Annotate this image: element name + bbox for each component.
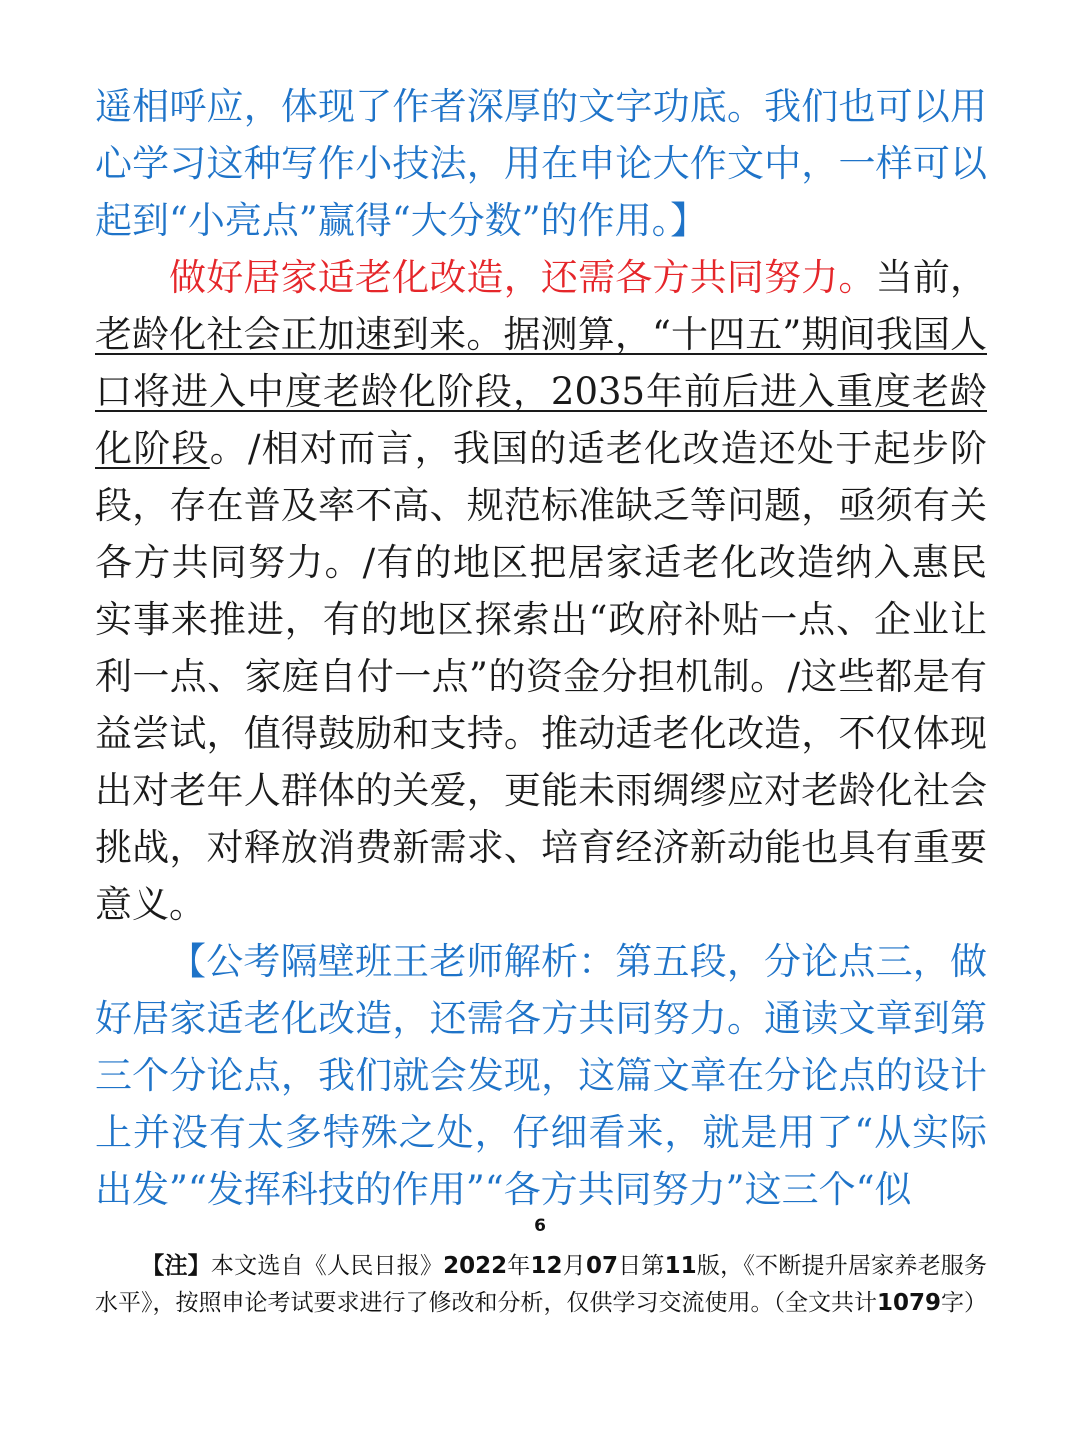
footnote-word-unit: 字）	[941, 1290, 988, 1316]
footnote-year: 2022	[443, 1253, 508, 1279]
footnote-year-unit: 年	[507, 1253, 531, 1279]
section-heading: 做好居家适老化改造，还需各方共同努力。	[169, 256, 876, 299]
paragraph-five	[95, 249, 987, 933]
footnote-description: 版，《不断提升居家养老服务水平》，按照申论考试要求进行了修改和分析，仅供学习交流使用。（全文共计	[95, 1253, 987, 1316]
paragraph-body-text: 。/相对而言，我国的适老化改造还处于起步阶段，存在普及率不高、规范标准缺乏等问题，亟须有关各方共同努力。/有的地区把居家适老化改造纳入惠民实事来推进，有的地区探索出“政府补贴一点、企业让利一点、家庭自付一点”的资金分担机制。/这些都是有益尝试，值得鼓励和支持。推动适老化改造，不仅体现出对老年人群体的关爱，更能未雨绸缪应对老龄化社会挑战，对释放消费新需求、培育经济新动能也具有重要意义。	[95, 427, 988, 926]
paragraph-lead-text: 当前，	[875, 256, 988, 299]
footnote-label: 【注】	[141, 1253, 211, 1279]
article-body	[95, 78, 987, 1218]
analysis-continuation: 遥相呼应，体现了作者深厚的文字功底。我们也可以用心学习这种写作小技法，用在申论大作文中，一样可以起到“小亮点”赢得“大分数”的作用。】	[95, 85, 987, 242]
footnote	[95, 1248, 987, 1322]
analysis-paragraph: 【公考隔壁班王老师解析：第五段，分论点三，做好居家适老化改造，还需各方共同努力。通读文章到第三个分论点，我们就会发现，这篇文章在分论点的设计上并没有太多特殊之处，仔细看来，就是用了“从实际出发”“发挥科技的作用”“各方共同努力”这三个“似	[95, 940, 987, 1211]
footnote-source-text: 本文选自《人民日报》	[210, 1253, 444, 1279]
underlined-statement: 老龄化社会正加速到来。据测算，“十四五”期间我国人口将进入中度老龄化阶段，2035年前后进入重度老龄化阶段	[95, 313, 987, 470]
page-number: 6	[534, 1216, 546, 1236]
footnote-day: 07	[585, 1253, 618, 1279]
footnote-month-unit: 月	[562, 1253, 586, 1279]
footnote-month: 12	[530, 1253, 563, 1279]
footnote-word-count: 1079	[877, 1290, 942, 1316]
footnote-day-unit: 日第	[617, 1253, 665, 1279]
footnote-edition: 11	[664, 1253, 697, 1279]
